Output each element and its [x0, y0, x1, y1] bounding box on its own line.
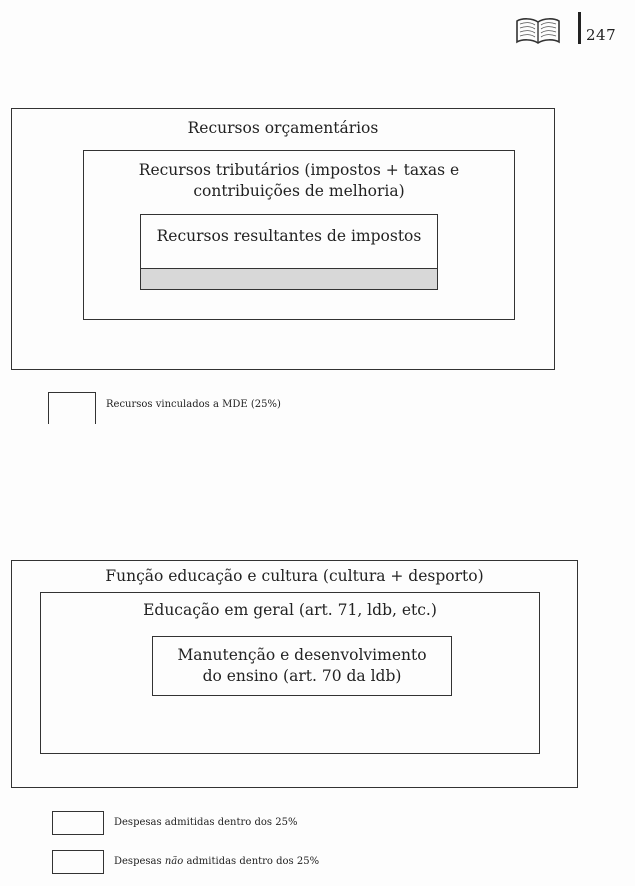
label-manutencao-line1: Manutenção e desenvolvimento — [177, 646, 427, 664]
legend-text-nao-prefix: Despesas — [114, 856, 162, 867]
legend-text-nao-italic: não — [164, 856, 184, 867]
legend-swatch-nao-admitidas — [52, 850, 104, 874]
legend-swatch-admitidas — [52, 811, 104, 835]
page-number-separator — [578, 12, 581, 44]
label-recursos-tributarios-line1: Recursos tributários (impostos + taxas e — [138, 161, 460, 179]
label-recursos-impostos: Recursos resultantes de impostos — [156, 227, 422, 245]
legend-text-vinculados: Recursos vinculados a MDE (25%) — [106, 399, 281, 410]
legend-swatch-vinculados — [48, 392, 96, 424]
shaded-vinculados-mde — [141, 268, 437, 289]
legend-text-nao-suffix: admitidas dentro dos 25% — [186, 856, 320, 867]
label-recursos-tributarios — [83, 160, 515, 202]
label-manutencao-desenvolvimento — [152, 645, 452, 687]
label-funcao-educacao-cultura: Função educação e cultura (cultura + desporto) — [105, 567, 484, 585]
book-icon — [514, 16, 562, 46]
label-educacao-em-geral: Educação em geral (art. 71, ldb, etc.) — [143, 601, 437, 619]
legend-text-admitidas: Despesas admitidas dentro dos 25% — [114, 817, 298, 828]
page-number: 247 — [586, 26, 617, 44]
legend-text-nao-admitidas — [114, 856, 319, 867]
label-recursos-tributarios-line2: contribuições de melhoria) — [193, 182, 405, 200]
label-manutencao-line2: do ensino (art. 70 da ldb) — [202, 667, 402, 685]
label-recursos-orcamentarios: Recursos orçamentários — [187, 119, 379, 137]
